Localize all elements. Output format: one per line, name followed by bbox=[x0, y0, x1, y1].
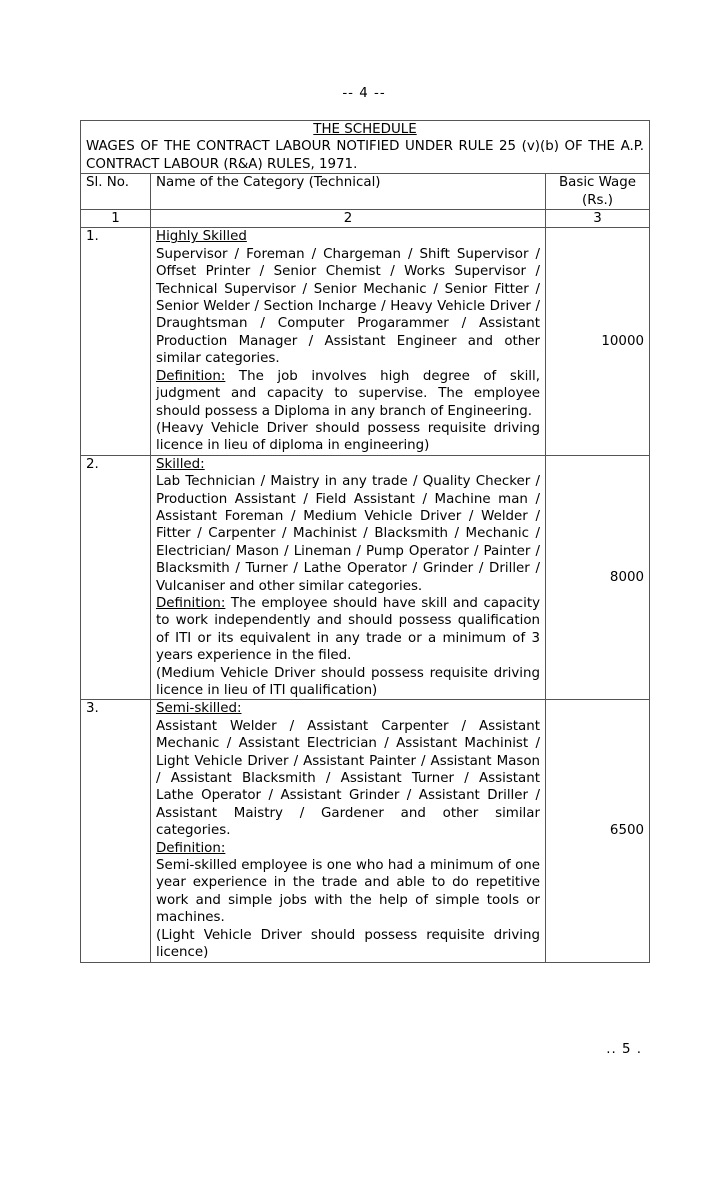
schedule-title: THE SCHEDULE bbox=[313, 122, 417, 137]
header-basic-wage bbox=[546, 174, 650, 210]
category-body: Lab Technician / Maistry in any trade / Quality Checker / Production Assistant / Field Assistant / Machine man / Assistant Foreman / Medium Vehicle Driver / Welder / Fitter / Carpenter / Machinist / Blacksmith / Mechanic / Electrician/ Mason / Lineman / Pump Operator / Painter / Blacksmith / Turner / Lathe Operator / Grinder / Driller / Vulcaniser and other similar categories. bbox=[156, 474, 540, 594]
column-number: 2 bbox=[151, 210, 546, 228]
header-category: Name of the Category (Technical) bbox=[151, 174, 546, 210]
table-row bbox=[81, 700, 650, 962]
category-body: Supervisor / Foreman / Chargeman / Shift Supervisor / Offset Printer / Senior Chemist / Works Supervisor / Technical Supervisor / Senior Mechanic / Senior Fitter / Senior Welder / Section Incharge / Heavy Vehicle Driver / Draughtsman / Computer Progarammer / Assistant Production Manager / Assistant Engineer and other similar categories. bbox=[156, 246, 540, 367]
category-heading: Semi-skilled: bbox=[156, 701, 242, 717]
page-number: -- 4 -- bbox=[342, 86, 386, 101]
schedule-subtitle: WAGES OF THE CONTRACT LABOUR NOTIFIED UNDER RULE 25 (v)(b) OF THE A.P. CONTRACT LABOUR (R&A) RULES, 1971. bbox=[86, 139, 644, 172]
table-title-row bbox=[81, 121, 650, 174]
table-row bbox=[81, 228, 650, 455]
category-body: Assistant Welder / Assistant Carpenter / Assistant Mechanic / Assistant Electrician / Assistant Machinist / Light Vehicle Driver / Assistant Painter / Assistant Mason / Assistant Blacksmith / Assistant Turner / Assistant Lathe Operator / Assistant Grinder / Assistant Driller / Assistant Maistry / Gardener and other similar categories. bbox=[156, 718, 540, 839]
definition-text: Semi-skilled employee is one who had a minimum of one year experience in the trade and able to do repetitive work and simple jobs with the help of simple tools or machines. bbox=[156, 858, 540, 926]
definition-text: The job involves high degree of skill, judgment and capacity to supervise. The employee should possess a Diploma in any branch of Engineering. bbox=[156, 368, 540, 419]
table-header-row bbox=[81, 174, 650, 210]
definition-label: Definition: bbox=[156, 368, 226, 384]
row-category bbox=[151, 455, 546, 700]
row-wage: 8000 bbox=[546, 455, 650, 700]
category-note: (Medium Vehicle Driver should possess requisite driving licence in lieu of ITI qualification) bbox=[156, 665, 540, 698]
row-wage: 10000 bbox=[546, 228, 650, 455]
header-wage-line1: Basic Wage bbox=[558, 175, 637, 191]
row-category bbox=[151, 700, 546, 962]
column-number: 1 bbox=[81, 210, 151, 228]
category-note: (Light Vehicle Driver should possess requisite driving licence) bbox=[156, 927, 540, 961]
next-page-marker: .. 5 . bbox=[606, 1042, 642, 1057]
row-sl-no: 1. bbox=[81, 228, 151, 455]
header-sl-no: Sl. No. bbox=[81, 174, 151, 210]
row-category bbox=[151, 228, 546, 455]
row-sl-no: 2. bbox=[81, 455, 151, 700]
table-row bbox=[81, 455, 650, 700]
column-number: 3 bbox=[546, 210, 650, 228]
category-definition bbox=[156, 368, 540, 420]
category-note: (Heavy Vehicle Driver should possess requisite driving licence in lieu of diploma in engineering) bbox=[156, 420, 540, 454]
header-wage-line2: (Rs.) bbox=[582, 192, 613, 208]
definition-text: The employee should have skill and capacity to work independently and should possess qualification of ITI or its equivalent in any trade or a minimum of 3 years experience in the filed. bbox=[156, 595, 540, 664]
category-heading: Skilled: bbox=[156, 456, 205, 472]
definition-label: Definition: bbox=[156, 840, 226, 856]
definition-label: Definition: bbox=[156, 595, 226, 611]
category-definition bbox=[156, 595, 540, 665]
category-heading: Highly Skilled bbox=[156, 229, 247, 245]
column-number-row bbox=[81, 210, 650, 228]
wage-schedule-table bbox=[80, 120, 650, 963]
row-wage: 6500 bbox=[546, 700, 650, 962]
schedule-title-cell bbox=[81, 121, 650, 174]
row-sl-no: 3. bbox=[81, 700, 151, 962]
